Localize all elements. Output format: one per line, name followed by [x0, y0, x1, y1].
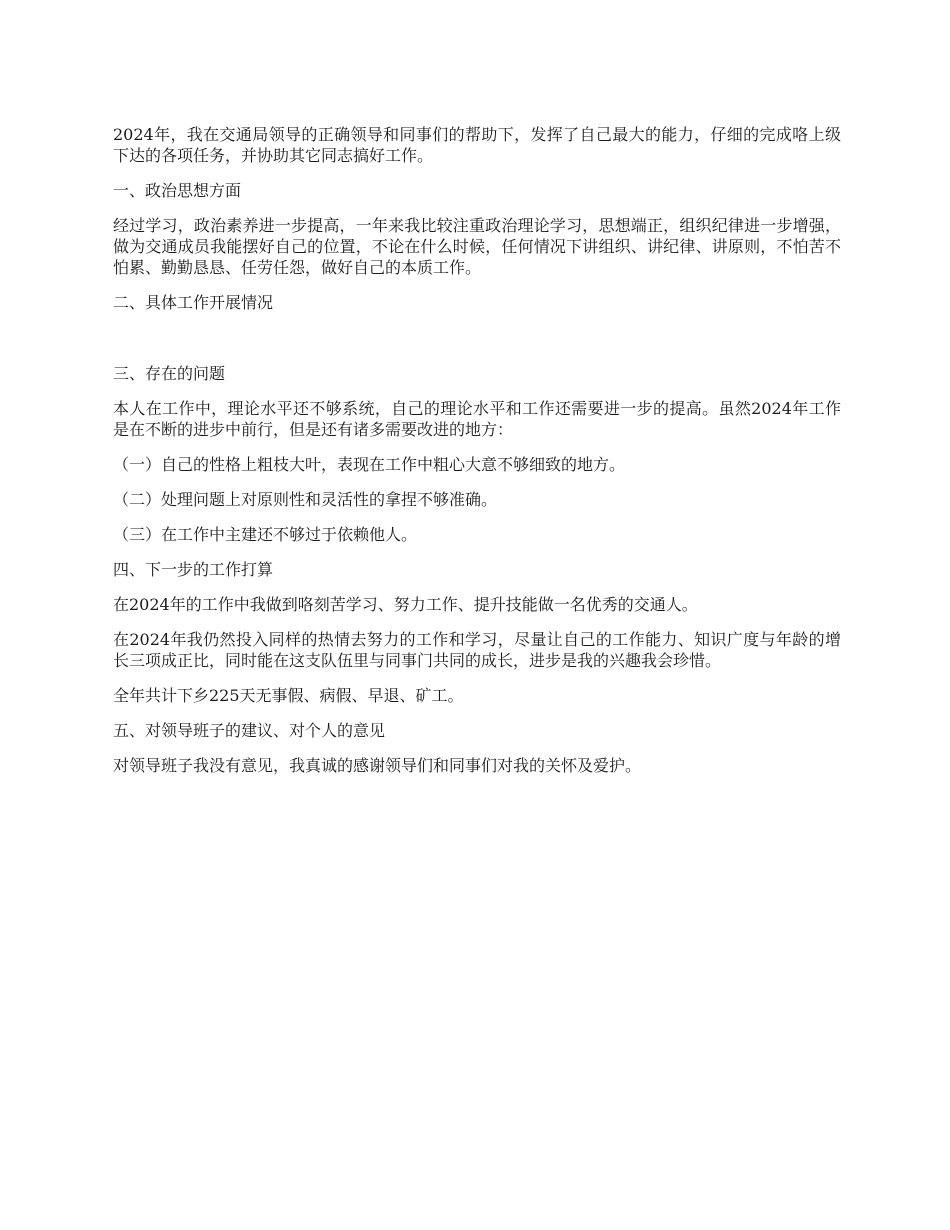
suggestions-paragraph: 对领导班子我没有意见，我真诚的感谢领导们和同事们对我的关怀及爱护。 [113, 756, 642, 775]
blank-space [113, 327, 841, 363]
political-paragraph: 经过学习，政治素养进一步提高，一年来我比较注重政治理论学习，思想端正，组织纪律进一步增强，做为交通成员我能摆好自己的位置，不论在什么时候，任何情况下讲组织、讲纪律、讲原则，不怕苦不怕累、勤勤恳恳、任劳任怨，做好自己的本质工作。 [113, 216, 841, 277]
section-heading-work: 二、具体工作开展情况 [113, 293, 274, 312]
plan-paragraph: 全年共计下乡225天无事假、病假、早退、矿工。 [113, 686, 464, 705]
document-page [113, 124, 841, 790]
section-heading-problems: 三、存在的问题 [113, 364, 226, 383]
problem-item: （一）自己的性格上粗枝大叶，表现在工作中粗心大意不够细致的地方。 [113, 455, 626, 474]
section-heading-suggestions: 五、对领导班子的建议、对个人的意见 [113, 721, 386, 740]
problems-paragraph: 本人在工作中，理论水平还不够系统，自己的理论水平和工作还需要进一步的提高。虽然2024年工作是在不断的进步中前行，但是还有诸多需要改进的地方： [113, 399, 841, 439]
problem-item: （三）在工作中主建还不够过于依赖他人。 [113, 525, 418, 544]
problem-item: （二）处理问题上对原则性和灵活性的拿捏不够准确。 [113, 490, 498, 509]
plan-paragraph: 在2024年的工作中我做到咯刻苦学习、努力工作、提升技能做一名优秀的交通人。 [113, 595, 698, 614]
section-heading-plan: 四、下一步的工作打算 [113, 560, 274, 579]
plan-paragraph: 在2024年我仍然投入同样的热情去努力的工作和学习，尽量让自己的工作能力、知识广度与年龄的增长三项成正比，同时能在这支队伍里与同事门共同的成长，进步是我的兴趣我会珍惜。 [113, 630, 841, 670]
intro-paragraph: 2024年，我在交通局领导的正确领导和同事们的帮助下，发挥了自己最大的能力，仔细的完成咯上级下达的各项任务，并协助其它同志搞好工作。 [113, 125, 841, 165]
section-heading-political: 一、政治思想方面 [113, 181, 242, 200]
